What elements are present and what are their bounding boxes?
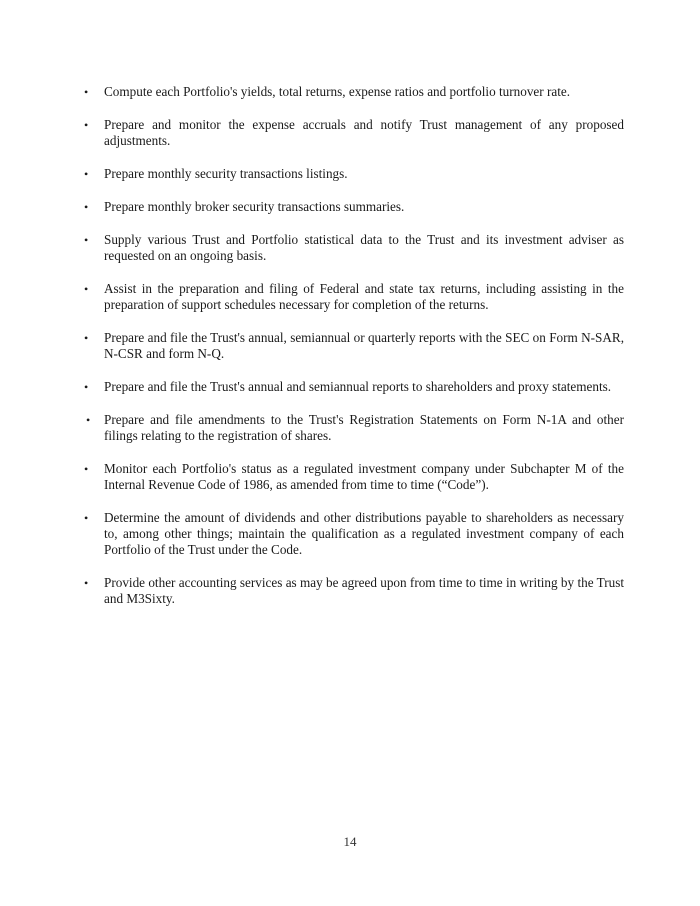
list-item: [84, 166, 624, 182]
bullet-icon: •: [84, 200, 89, 214]
list-item: [84, 199, 624, 215]
list-item: [84, 461, 624, 493]
list-item-text: Assist in the preparation and filing of Federal and state tax returns, including assisting in the preparation of support schedules necessary for completion of the returns.: [104, 281, 624, 312]
list-item: [84, 84, 624, 100]
bullet-icon: •: [84, 85, 89, 99]
bullet-icon: •: [84, 462, 89, 476]
list-item-text: Compute each Portfolio's yields, total returns, expense ratios and portfolio turnover rate.: [104, 84, 571, 99]
list-item-text: Provide other accounting services as may be agreed upon from time to time in writing by the Trust and M3Sixty.: [104, 575, 624, 606]
bullet-icon: •: [84, 118, 89, 132]
list-item: [84, 575, 624, 607]
list-item: [84, 510, 624, 558]
list-item-text: Prepare and file the Trust's annual and semiannual reports to shareholders and proxy statements.: [104, 379, 612, 394]
list-item: [84, 232, 624, 264]
bullet-icon: •: [84, 380, 89, 394]
bullet-icon: •: [84, 282, 89, 296]
bullet-icon: •: [86, 413, 91, 427]
list-item-text: Monitor each Portfolio's status as a regulated investment company under Subchapter M of the Internal Revenue Code of 1986, as amended from time to time (“Code”).: [104, 461, 624, 492]
bullet-icon: •: [84, 167, 89, 181]
list-item-text: Prepare monthly security transactions listings.: [104, 166, 348, 181]
list-item-text: Prepare monthly broker security transactions summaries.: [104, 199, 405, 214]
list-item: [87, 412, 624, 444]
page-number: 14: [343, 834, 357, 849]
bullet-icon: •: [84, 576, 89, 590]
list-item: [84, 379, 624, 395]
bullet-icon: •: [84, 331, 89, 345]
bullet-icon: •: [84, 233, 89, 247]
list-item-text: Determine the amount of dividends and other distributions payable to shareholders as necessary to, among other things; maintain the qualification as a regulated investment company of each Portfolio of the Trust under the Code.: [104, 510, 624, 557]
list-item-text: Prepare and monitor the expense accruals and notify Trust management of any proposed adjustments.: [104, 117, 624, 148]
list-item-text: Prepare and file the Trust's annual, semiannual or quarterly reports with the SEC on Form N-SAR, N-CSR and form N-Q.: [104, 330, 624, 361]
list-item-text: Prepare and file amendments to the Trust's Registration Statements on Form N-1A and other filings relating to the registration of shares.: [104, 412, 624, 443]
list-item: [84, 281, 624, 313]
services-bullet-list: [84, 84, 624, 624]
list-item: [84, 330, 624, 362]
list-item-text: Supply various Trust and Portfolio statistical data to the Trust and its investment adviser as requested on an ongoing basis.: [104, 232, 624, 263]
list-item: [84, 117, 624, 149]
bullet-icon: •: [84, 511, 89, 525]
